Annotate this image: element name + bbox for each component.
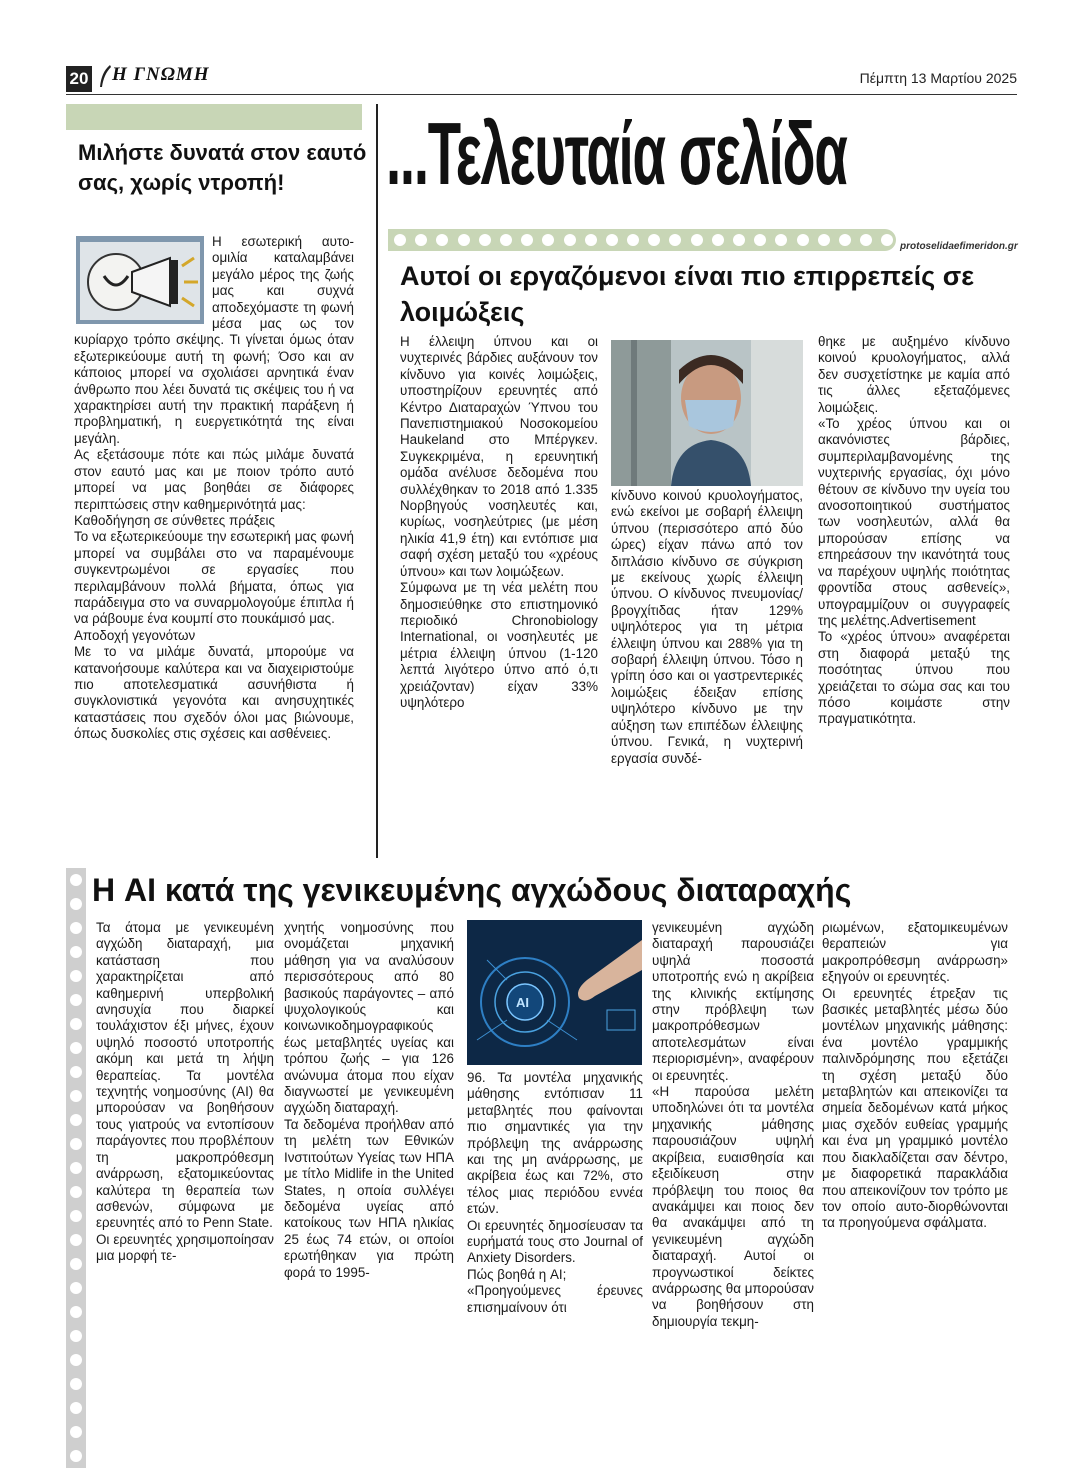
left-article-body — [74, 234, 354, 743]
paragraph: Η έλλειψη ύπνου και οι νυχτερινές βάρδιες αυξάνουν τον κίνδυνο για κοινές λοιμώξεις, υποστηρίζουν ερευνητές από Κέντρο Διαταραχών Ύπνου του Πανεπιστημιακού Νοσοκομείου Haukeland στο Μπέργκεν. Συγκεκριμένα, η ερευνητική ομάδα ανέλυσε δεδομένα που συλλέχθηκαν το 2018 από 1.335 Νορβηγούς νοσηλευτές και, κυρίως, νοσηλεύτριες (με μέση ηλικία 41,9 έτη) και εντόπισε μια σαφή σχέση μεταξύ του «χρέους ύπνου» και των λοιμώξεων. — [400, 334, 598, 579]
paragraph: γενικευμένη αγχώδη διαταραχή παρουσιάζει υψηλά ποσοστά υποτροπής ενώ η ακρίβεια της κλινικής εκτίμησης στην πρόβλεψη των μακροπρόθεσμων αποτελεσμάτων είναι περιορισμένη», αναφέρουν οι ερευνητές. — [652, 920, 814, 1083]
subheading: Αποδοχή γεγονότων — [74, 627, 196, 643]
paragraph: Ας εξετάσουμε πότε και πώς μιλάμε δυνατά στον εαυτό μας και με ποιον τρόπο αυτό μπορεί να μας βοηθάει σε διάφορες περιπτώσεις στην καθημερινότητά μας: — [74, 447, 354, 512]
paragraph: Το να εξωτερικεύουμε την εσωτερική μας φωνή μπορεί να συμβάλει στο να παραμένουμε συγκεντρωμένοι σε εργασίες που περιλαμβάνουν πολλά βήματα, όπως για παράδειγμα στο να συναρμολογούμε έπιπλα ή να ράβουμε ένα κουμπί στο πουκάμισό μας. — [74, 529, 354, 627]
bottom-article-column-3 — [467, 1070, 643, 1316]
bottom-article-column-5 — [822, 920, 1008, 1232]
nurse-with-mask-image — [611, 340, 803, 486]
paragraph: Με το να μιλάμε δυνατά, μπορούμε να κατανοήσουμε καλύτερα και να διαχειριστούμε πιο αποτελεσματικά ασυνήθιστα ή συγκλονιστικά γεγονότα και ανησυχητικές καταστάσεις που σχεδόν όλοι μας βιώνουμε, όπως δυσκολίες στις σχέσεις και ασθένειες. — [74, 644, 354, 742]
main-article-column-3 — [818, 334, 1010, 728]
paragraph: Οι ερευνητές χρησιμοποίησαν μια μορφή τε- — [96, 1231, 274, 1264]
paragraph: Τα δεδομένα προήλθαν από τη μελέτη των Εθνικών Ινστιτούτων Υγείας των ΗΠΑ με τίτλο Midlife in the United States, η οποία συλλέγει δεδομένα υγείας από κατοίκους των ΗΠΑ ηλικίας 25 έως 74 ετών, οι οποίοι ερωτήθηκαν για πρώτη φορά το 1995- — [284, 1116, 454, 1280]
quill-logo-icon — [98, 64, 112, 88]
left-article-image — [76, 236, 204, 324]
paragraph: Οι ερευνητές δημοσίευσαν τα ευρήματά τους στο Journal of Anxiety Disorders. — [467, 1217, 643, 1266]
column-divider — [376, 104, 378, 858]
paragraph: Το «χρέος ύπνου» αναφέρεται στη διαφορά μεταξύ της ποσότητας ύπνου που χρειάζεται το σώμα σας και του πόσο κοιμάστε στην πραγματικότητα. — [818, 629, 1010, 727]
page-number: 20 — [66, 66, 92, 92]
paragraph: «Προηγούμενες έρευνες επισημαίνουν ότι — [467, 1283, 643, 1315]
main-article-image — [611, 340, 803, 486]
source-url: protoselidaefimeridon.gr — [900, 241, 1018, 252]
bottom-article-column-2 — [284, 920, 454, 1281]
paragraph: Τα άτομα με γενικευμένη αγχώδη διαταραχή, μια κατάσταση που χαρακτηρίζεται από καθημερινή υπερβολική ανησυχία που διαρκεί τουλάχιστον έξι μήνες, έχουν υψηλό ποσοστό υποτροπής ακόμη και μετά τη λήψη θεραπείας. Τα μοντέλα τεχνητής νοημοσύνης (AI) θα μπορούσαν να βοηθήσουν τους γιατρούς να εντοπίσουν παράγοντες που προβλέπουν τη μακροπρόθεσμη ανάρρωση, εξατομικεύοντας καλύτερα τη θεραπεία των ασθενών, σύμφωνα με ερευνητές από το Penn State. — [96, 920, 274, 1231]
ai-hand-touch-image — [467, 920, 642, 1065]
main-article-column-2 — [611, 488, 803, 767]
paragraph: κίνδυνο κοινού κρυολογήματος, ενώ εκείνοι με σοβαρή έλλειψη ύπνου (περισσότερο από δύο ώρες) είχαν πάνω από τον διπλάσιο κίνδυνο σε σύγκριση με εκείνους χωρίς έλλειψη ύπνου. Ο κίνδυνος πνευμονίας/βρογχίτιδας ήταν 129% υψηλότερος για τη μέτρια έλλειψη ύπνου και 288% για τη σοβαρή έλλειψη ύπνου. Τόσο η γρίπη όσο και οι γαστρεντερικές λοιμώξεις έδειξαν επίσης υψηλότερο κίνδυνο με την αύξηση των επιπέδων έλλειψης ύπνου. Γενικά, η νυχτερινή εργασία συνδέ- — [611, 488, 803, 766]
subheading: Πώς βοηθά η AI; — [467, 1266, 567, 1282]
paragraph: θηκε με αυξημένο κίνδυνο κοινού κρυολογήματος, αλλά δεν συσχετίστηκε με καμία από τις άλλες εξεταζόμενες λοιμώξεις. — [818, 334, 1010, 415]
megaphone-poster-image — [76, 236, 204, 324]
issue-date: Πέμπτη 13 Μαρτίου 2025 — [859, 70, 1017, 86]
paragraph: Οι ερευνητές έτρεξαν τις βασικές μεταβλητές μέσω δύο μοντέλων μηχανικής μάθησης: ένα μοντέλο γραμμικής παλινδρόμησης που εξετάζει τη σχέση μεταξύ δύο μεταβλητών και απεικονίζει τα σημεία δεδομένων κατά μήκος μιας σχεδόν ευθείας γραμμής και ένα μη γραμμικό μοντέλο που διακλαδίζεται σαν δέντρο, με διαφορετικά παρακλάδια που απεικονίζουν τον τρόπο με τον οποίο αυτο-διορθώνονται τα προηγούμενα σφάλματα. — [822, 985, 1008, 1231]
paragraph: 96. Τα μοντέλα μηχανικής μάθησης εντόπισαν 11 μεταβλητές που φαίνονται πιο σημαντικές για την πρόβλεψη της ανάρρωσης και της μη ανάρρωσης, με ακρίβεια έως και 72%, στο τέλος μιας περιόδου εννέα ετών. — [467, 1070, 643, 1217]
paragraph: «Το χρέος ύπνου και οι ακανόνιστες βάρδιες, συμπεριλαμβανομένης της νυχτερινής εργασίας, όχι μόνο θέτουν σε κίνδυνο την υγεία του ανοσοποιητικού συστήματος των νοσηλευτών, αλλά θα μπορούσαν επίσης να επηρεάσουν την ικανότητά τους να παρέχουν υψηλής ποιότητας φροντίδα στους ασθενείς», υπογραμμίζουν οι συγγραφείς της μελέτης.Advertisement — [818, 416, 1010, 628]
subheading: Καθοδήγηση σε σύνθετες πράξεις — [74, 512, 275, 528]
main-article-column-1 — [400, 334, 598, 711]
dotted-side-border — [66, 868, 86, 1468]
paragraph: Η εσωτερική αυτο-ομιλία καταλαμβάνει μεγάλο μέρος της ζωής μας και συχνά αποδεχόμαστε τη φωνή μέσα μας ως τον κυρίαρχο τρόπο σκέψης. Τι γίνεται όμως όταν εξωτερικεύουμε αυτή τη φωνή; Όσο και αν κάποιος μπορεί να σχολιάσει αρνητικά έναν άνθρωπο που λέει δυνατά τις σκέψεις του ή να χαρακτηρίσει αυτή την πρακτική παράξενη ή προβληματική, η ευεργετικότητά της είναι μεγάλη. — [74, 234, 354, 446]
bottom-article-title: Η AI κατά της γενικευμένης αγχώδους διαταραχής — [92, 872, 852, 908]
ai-label: AI — [516, 995, 529, 1010]
dotted-separator-bar — [388, 229, 896, 251]
main-article-title: Αυτοί οι εργαζόμενοι είναι πιο επιρρεπείς σε λοιμώξεις — [400, 261, 975, 327]
left-article-title: Μιλήστε δυνατά στον εαυτό σας, χωρίς ντροπή! — [78, 140, 367, 195]
paragraph: Σύμφωνα με τη νέα μελέτη που δημοσιεύθηκε στο επιστημονικό περιοδικό Chronobiology International, οι νοσηλευτές με μέτρια έλλειψη ύπνου (1-120 λεπτά λιγότερο ύπνο από ό,τι χρειάζονταν) είχαν 33% υψηλότερο — [400, 580, 598, 710]
paragraph: ριωμένων, εξατομικευμένων θεραπειών για μακροπρόθεσμη ανάρρωση» εξηγούν οι ερευνητές. — [822, 920, 1008, 985]
bottom-article-image — [467, 920, 642, 1065]
section-title: ...Τελευταία σελίδα — [386, 104, 847, 203]
bottom-article-column-4 — [652, 920, 814, 1330]
header-rule — [66, 94, 1017, 95]
paragraph: χνητής νοημοσύνης που ονομάζεται μηχανική μάθηση για να αναλύσουν περισσότερους από 80 βασικούς παράγοντες – από ψυχολογικούς και κοινωνικοδημογραφικούς έως μεταβλητές υγείας και τρόπου ζωής – για 126 ανώνυμα άτομα που είχαν διαγνωστεί με γενικευμένη αγχώδη διαταραχή. — [284, 920, 454, 1116]
left-article-color-bar — [66, 104, 362, 130]
paper-name: Η ΓΝΩΜΗ — [112, 64, 210, 85]
paragraph: «Η παρούσα μελέτη υποδηλώνει ότι τα μοντέλα μηχανικής μάθησης παρουσιάζουν υψηλή ακρίβεια, ευαισθησία και εξειδίκευση στην πρόβλεψη του ποιος θα ανακάμψει και ποιος δεν θα ανακάμψει από τη γενικευμένη αγχώδη διαταραχή. Αυτοί οι προγνωστικοί δείκτες ανάρρωσης θα μπορούσαν να βοηθήσουν στη δημιουργία τεκμη- — [652, 1084, 814, 1329]
bottom-article-column-1 — [96, 920, 274, 1265]
